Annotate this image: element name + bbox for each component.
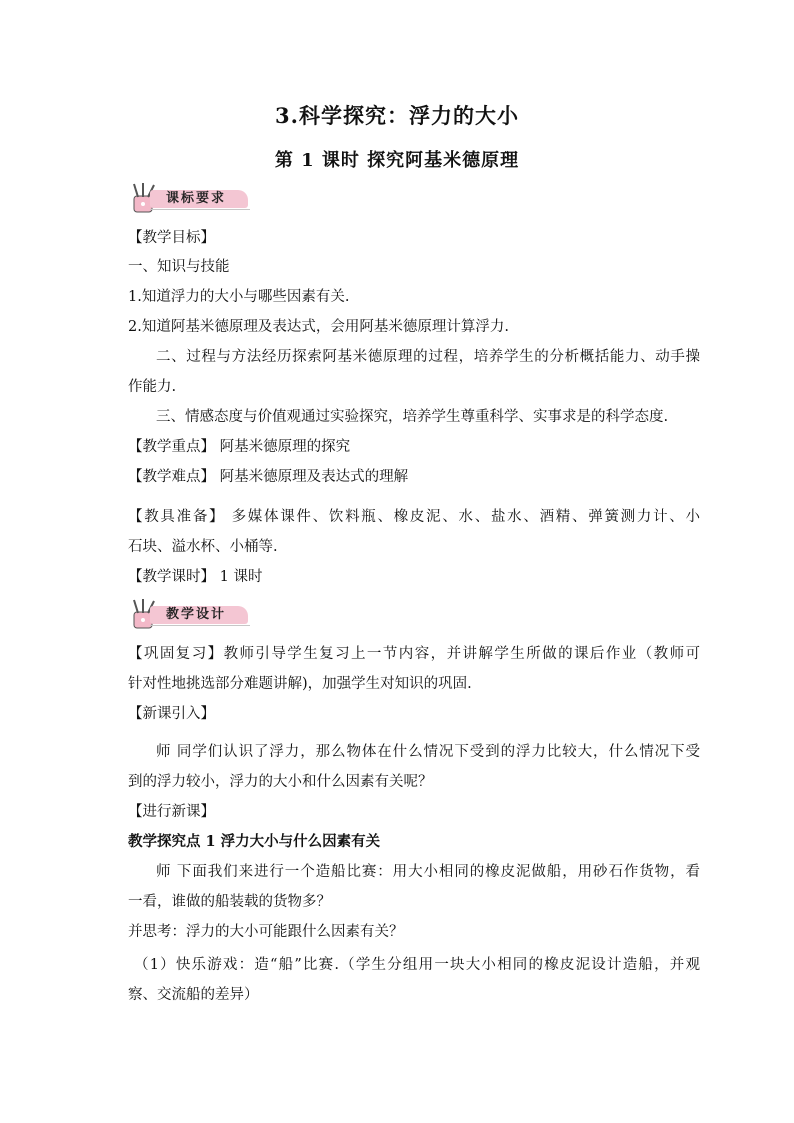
page-title: 3.科学探究：浮力的大小 [275,103,519,128]
text-line: 三、情感态度与价值观通过实验探究，培养学生尊重科学、实事求是的科学态度. [156,409,669,425]
text-line: 二、过程与方法经历探索阿基米德原理的过程，培养学生的分析概括能力、动手操 [156,349,700,365]
text-line: 【教学课时】 1 课时 [128,569,263,585]
text-line: 【教具准备】 多媒体课件、饮料瓶、橡皮泥、水、盐水、酒精、弹簧测力计、小 [128,509,700,525]
text-line: 【进行新课】 [128,804,215,820]
text-line: 【教学重点】 阿基米德原理的探究 [128,439,351,455]
section-banner-requirements [128,182,252,214]
text-line: 察、交流船的差异） [128,987,259,1003]
text-line: 针对性地挑选部分难题讲解)，加强学生对知识的巩固. [128,676,472,692]
section-banner-label: 教学设计 [150,606,248,624]
section-banner-design [128,598,252,630]
text-line: 一看，谁做的船装载的货物多？ [128,894,331,910]
text-line: 2.知道阿基米德原理及表达式，会用阿基米德原理计算浮力. [128,319,509,335]
section-heading: 教学探究点 1 浮力大小与什么因素有关 [128,833,381,850]
text-line: 【新课引入】 [128,706,215,722]
text-line: 到的浮力较小，浮力的大小和什么因素有关呢？ [128,774,433,790]
text-line: （1）快乐游戏：造“船”比赛.（学生分组用一块大小相同的橡皮泥设计造船，并观 [134,957,700,973]
text-line: 作能力. [128,379,177,395]
section-banner-label: 课标要求 [150,190,248,208]
section-banner-underline [150,209,250,210]
section-banner-underline [150,625,250,626]
text-line: 一、知识与技能 [128,259,230,275]
text-line: 师 下面我们来进行一个造船比赛：用大小相同的橡皮泥做船，用砂石作货物，看 [156,864,700,880]
text-line: 石块、溢水杯、小桶等. [128,539,278,555]
text-line: 【教学目标】 [128,230,215,246]
text-line: 1.知道浮力的大小与哪些因素有关. [128,289,350,305]
page-subtitle: 第 1 课时 探究阿基米德原理 [274,150,520,171]
text-line: 【巩固复习】教师引导学生复习上一节内容，并讲解学生所做的课后作业（教师可 [128,646,700,662]
text-line: 【教学难点】 阿基米德原理及表达式的理解 [128,469,409,485]
text-line: 并思考：浮力的大小可能跟什么因素有关？ [128,924,404,940]
text-line: 师 同学们认识了浮力，那么物体在什么情况下受到的浮力比较大，什么情况下受 [156,744,700,760]
